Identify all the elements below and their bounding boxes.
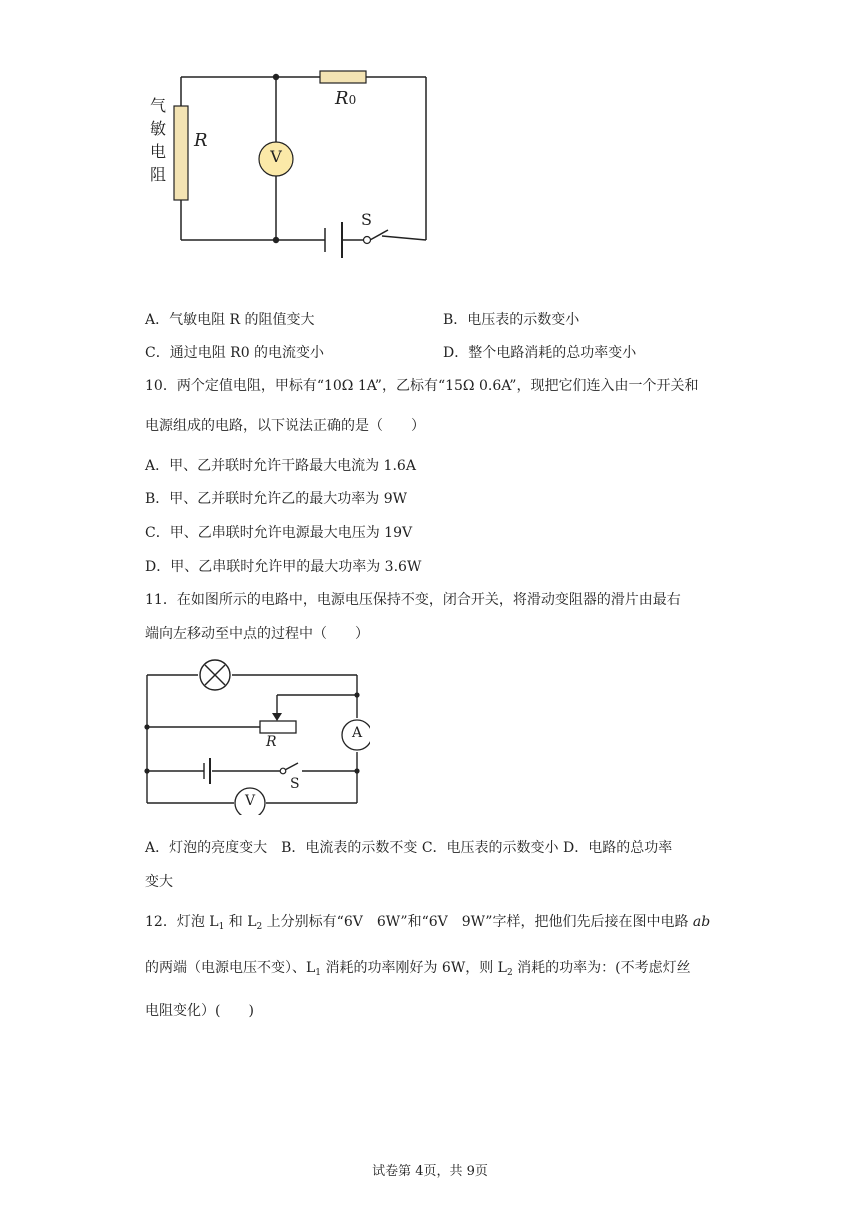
q10-option-b: B．甲、乙并联时允许乙的最大功率为 9W (145, 491, 408, 507)
q12-text: 消耗的功率为：(不考虑灯丝 (512, 960, 691, 976)
q10-stem-line2: 电源组成的电路，以下说法正确的是（ ） (145, 418, 425, 434)
q10-stem-line1: 10．两个定值电阻，甲标有“10Ω 1A”，乙标有“15Ω 0.6A”，现把它们连入由一个开关和 (145, 378, 699, 394)
q12-text: 消耗的功率刚好为 6W，则 L (321, 960, 507, 976)
q11-stem-line2: 端向左移动至中点的过程中（ ） (145, 626, 369, 642)
voltmeter-label: V (270, 147, 282, 166)
gas-sensor-circuit-diagram (130, 60, 450, 270)
resistor-r0-label (335, 88, 356, 109)
resistor-r-label: R (194, 130, 208, 151)
q10-option-d: D．甲、乙串联时允许甲的最大功率为 3.6W (145, 559, 422, 575)
q11-stem-line1: 11．在如图所示的电路中，电源电压保持不变，闭合开关，将滑动变阻器的滑片由最右 (145, 592, 681, 608)
rheostat-circuit-diagram (140, 655, 370, 815)
q11-options-line2: 变大 (145, 874, 173, 890)
voltmeter-label-2: V (244, 793, 256, 809)
gas-sensor-vertical-label (148, 94, 168, 186)
r0-symbol: R (335, 88, 349, 109)
q11-options-line1: A．灯泡的亮度变大 B．电流表的示数不变 C．电压表的示数变小 D．电路的总功率 (145, 840, 673, 856)
gas-sensor-label-char: 气 (149, 96, 166, 115)
q10-option-a: A．甲、乙并联时允许干路最大电流为 1.6A (145, 458, 416, 474)
q12-stem-line2 (145, 958, 691, 983)
q12-subscript: 2 (256, 922, 263, 932)
q9-option-d: D．整个电路消耗的总功率变小 (443, 345, 637, 361)
ammeter-label: A (351, 725, 363, 741)
q12-text: 上分别标有“6V 6W”和“6V 9W”字样，把他们先后接在图中电路 (262, 914, 693, 930)
r0-subscript: 0 (348, 93, 357, 107)
page-footer: 试卷第 4页，共 9页 (372, 1164, 488, 1179)
switch-s-label: S (361, 210, 372, 229)
gas-sensor-label-char: 阻 (149, 165, 166, 184)
q12-subscript: 1 (218, 922, 225, 932)
q9-option-c: C．通过电阻 R0 的电流变小 (145, 345, 325, 361)
q9-option-a: A．气敏电阻 R 的阻值变大 (145, 312, 315, 328)
q12-subscript: 1 (315, 968, 322, 978)
q12-subscript: 2 (506, 968, 513, 978)
q9-option-b: B．电压表的示数变小 (443, 312, 580, 328)
q12-stem-line1 (145, 912, 710, 937)
q12-ab-label: ab (692, 914, 711, 930)
q10-option-c: C．甲、乙串联时允许电源最大电压为 19V (145, 525, 413, 541)
rheostat-r-label: R (266, 734, 277, 750)
q12-stem-line3: 电阻变化）( ) (145, 1003, 254, 1019)
switch-s-label-2: S (290, 776, 300, 792)
gas-sensor-label-char: 电 (149, 142, 166, 161)
q12-text: 和 L (224, 914, 257, 930)
q12-text: 12．灯泡 L (145, 914, 219, 930)
gas-sensor-label-char: 敏 (149, 119, 166, 138)
q12-text: 的两端（电源电压不变）、L (145, 960, 316, 976)
